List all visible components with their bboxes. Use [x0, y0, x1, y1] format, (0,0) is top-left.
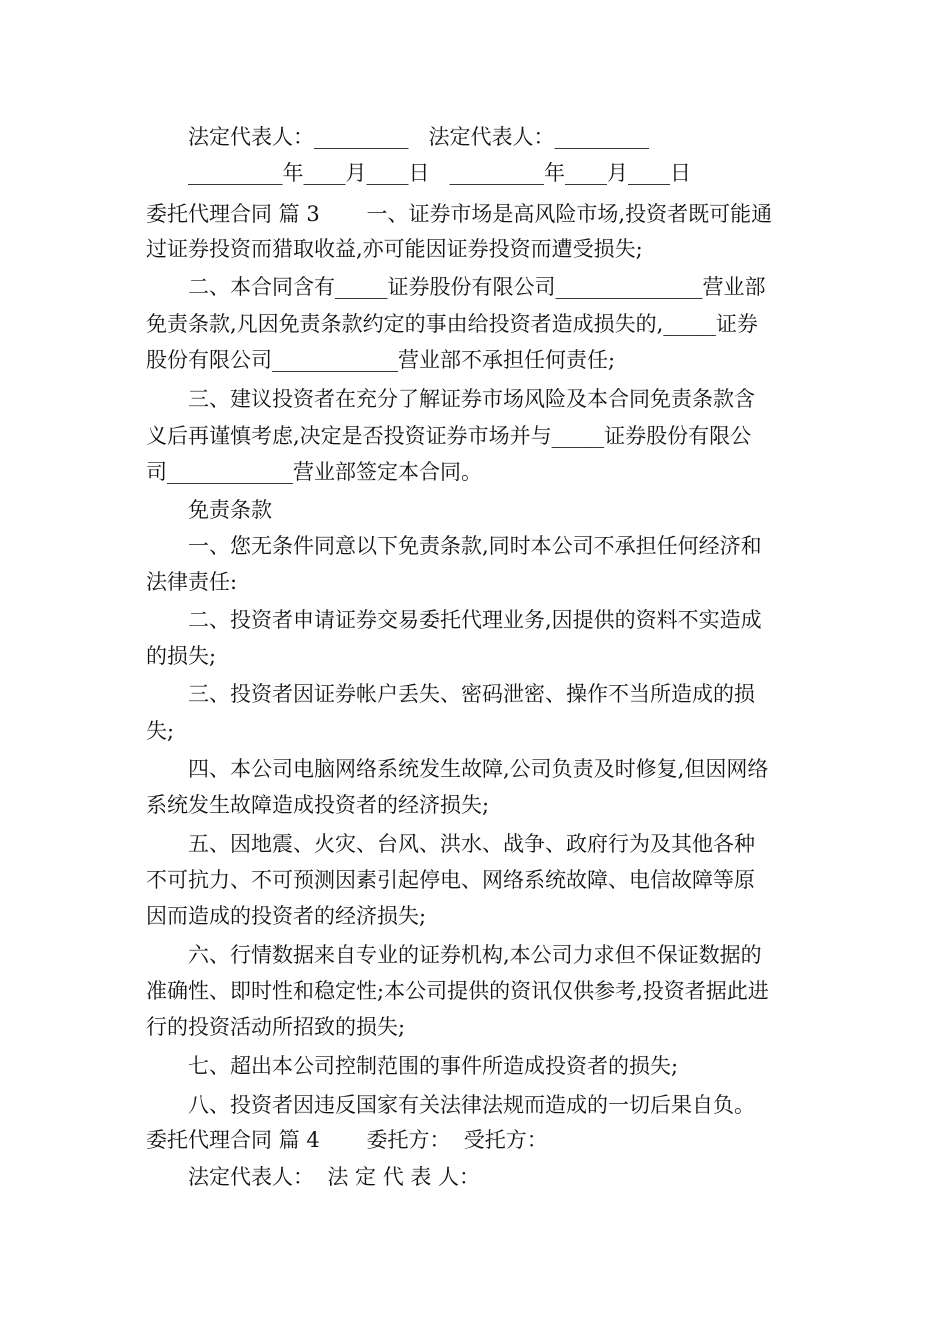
- paragraph-line: 五、因地震、火灾、台风、洪水、战争、政府行为及其他各种: [188, 832, 755, 856]
- paragraph-line: 过证券投资而猎取收益,亦可能因证券投资而遭受损失;: [146, 237, 643, 261]
- paragraph-line: 免责条款,凡因免责条款约定的事由给投资者造成损失的,_____证券: [146, 312, 758, 336]
- paragraph-line: 七、超出本公司控制范围的事件所造成投资者的损失;: [188, 1054, 679, 1078]
- paragraph-line: 二、本合同含有_____证券股份有限公司______________营业部: [188, 275, 766, 299]
- paragraph-line: 行的投资活动所招致的损失;: [146, 1015, 406, 1039]
- paragraph-line: 二、投资者申请证券交易委托代理业务,因提供的资料不实造成: [188, 608, 762, 632]
- paragraph-line: 八、投资者因违反国家有关法律法规而造成的一切后果自负。: [188, 1093, 755, 1117]
- paragraph-line: 的损失;: [146, 644, 217, 668]
- paragraph-line: 一、您无条件同意以下免责条款,同时本公司不承担任何经济和: [188, 534, 762, 558]
- paragraph-line: 三、建议投资者在充分了解证券市场风险及本合同免责条款含: [188, 387, 755, 411]
- section-heading-4: 委托代理合同 篇 4 委托方： 受托方：: [146, 1128, 548, 1152]
- signature-line: 法定代表人： 法 定 代 表 人：: [188, 1165, 481, 1189]
- paragraph-line: 失;: [146, 719, 175, 743]
- paragraph-line: 系统发生故障造成投资者的经济损失;: [146, 793, 490, 817]
- paragraph-line: 准确性、即时性和稳定性;本公司提供的资讯仅供参考,投资者据此进: [146, 979, 769, 1003]
- paragraph-line: 四、本公司电脑网络系统发生故障,公司负责及时修复,但因网络: [188, 757, 769, 781]
- paragraph-line: 不可抗力、不可预测因素引起停电、网络系统故障、电信故障等原: [146, 868, 755, 892]
- paragraph-line: 三、投资者因证券帐户丢失、密码泄密、操作不当所造成的损: [188, 682, 755, 706]
- paragraph-line: 六、行情数据来自专业的证券机构,本公司力求但不保证数据的: [188, 943, 762, 967]
- paragraph-line: 股份有限公司____________营业部不承担任何责任;: [146, 348, 616, 372]
- paragraph-line: 司____________营业部签定本合同。: [146, 460, 482, 484]
- section-heading-3: 委托代理合同 篇 3 一、证券市场是高风险市场,投资者既可能通: [146, 202, 773, 226]
- paragraph-line: 义后再谨慎考虑,决定是否投资证券市场并与_____证券股份有限公: [146, 424, 752, 448]
- paragraph-line: 法律责任:: [146, 570, 238, 594]
- signature-line: 法定代表人：_________ 法定代表人：_________: [188, 125, 650, 149]
- subheading: 免责条款: [188, 498, 272, 522]
- paragraph-line: 因而造成的投资者的经济损失;: [146, 904, 427, 928]
- date-line: _________年____月____日 _________年____月____日: [188, 161, 692, 185]
